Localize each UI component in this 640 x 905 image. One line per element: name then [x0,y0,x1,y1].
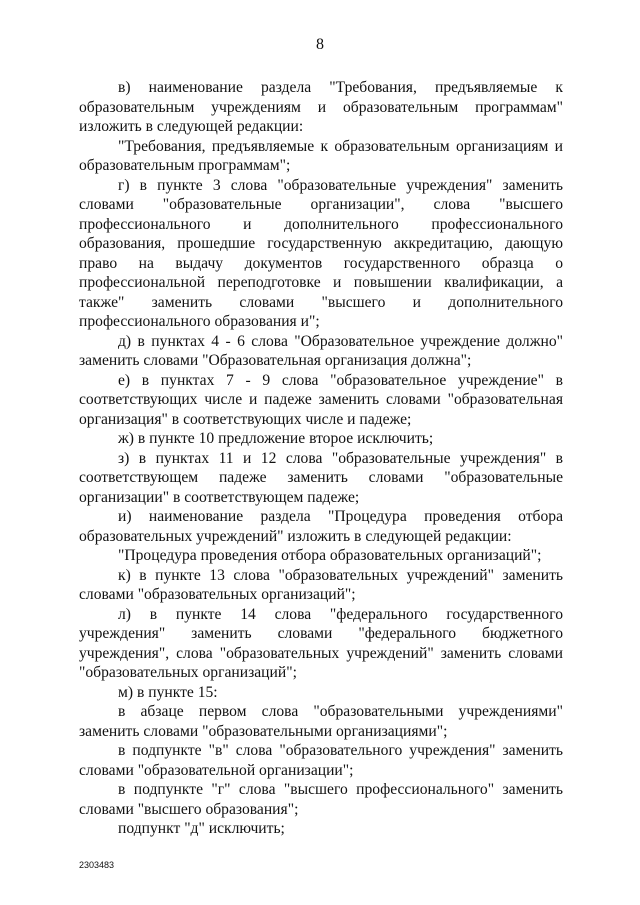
paragraph-l: л) в пункте 14 слова "федерального государственного учреждения" заменить словами "федерального бюджетного учреждения", слова "образовательных учреждений" заменить словами "образовательных организаций"; [79,605,563,681]
paragraph-v-new-title: "Требования, предъявляемые к образовательным организациям и образовательным программам"; [79,137,563,174]
paragraph-i-new-title: "Процедура проведения отбора образовательных организаций"; [118,547,542,564]
paragraph-m-abzac-1: в абзаце первом слова "образовательными учреждениями" заменить словами "образовательными организациями"; [79,703,563,740]
document-body [79,78,563,839]
paragraph-i: и) наименование раздела "Процедура проведения отбора образовательных учреждений" изложить в следующей редакции: [79,508,563,545]
paragraph-m: м) в пункте 15: [118,683,218,701]
paragraph-zh: ж) в пункте 10 предложение второе исключить; [118,430,434,447]
paragraph-m-podpunkt-d: подпункт "д" исключить; [118,820,285,837]
paragraph-e: е) в пунктах 7 - 9 слова "образовательное учреждение" в соответствующих числе и падеже заменить словами "образовательная организация" в соответствующих числе и падеже; [79,371,563,428]
paragraph-m-podpunkt-v: в подпункте "в" слова "образовательного учреждения" заменить словами "образовательной организации"; [79,742,563,779]
document-code: 2303483 [79,860,115,870]
page-number: 8 [316,36,324,53]
paragraph-k: к) в пункте 13 слова "образовательных учреждений" заменить словами "образовательных организаций"; [79,566,563,603]
paragraph-m-podpunkt-g: в подпункте "г" слова "высшего профессионального" заменить словами "высшего образования"; [79,781,563,818]
paragraph-g: г) в пункте 3 слова "образовательные учреждения" заменить словами "образовательные организации", слова "высшего профессионального и дополнительного профессионального образования, прошедшие государственную аккредитацию, дающую право на выдачу документов государственного образца о профессиональной переподготовке и повышении квалификации, а также" заменить словами "высшего и дополнительного профессионального образования и"; [79,176,563,330]
paragraph-z: з) в пунктах 11 и 12 слова "образовательные учреждения" в соответствующем падеже заменить словами "образовательные организации" в соответствующем падеже; [79,449,563,506]
paragraph-v: в) наименование раздела "Требования, предъявляемые к образовательным учреждениям и образовательным программам" изложить в следующей редакции: [79,79,563,135]
paragraph-d: д) в пунктах 4 - 6 слова "Образовательное учреждение должно" заменить словами "Образовательная организация должна"; [79,332,563,369]
